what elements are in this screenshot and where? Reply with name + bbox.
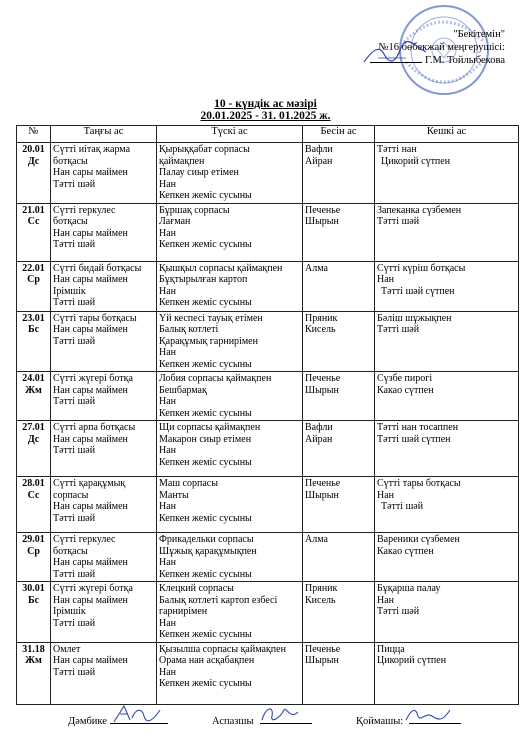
breakfast-cell [51, 582, 157, 643]
dish-item: Алма [305, 262, 328, 274]
dish-item: Айран [305, 433, 333, 445]
dish-item: Нан сары маймен [53, 501, 128, 512]
day-of-week: Сс [27, 216, 40, 227]
dish-item: Нан сары маймен [53, 594, 128, 606]
dish-item: Қызылша сорпасы қаймақпен [159, 643, 286, 655]
day-cell [17, 372, 51, 421]
dish-item: Сүтті қарақұмық [53, 478, 126, 489]
day-date: 22.01 [22, 262, 45, 274]
day-of-week: Дс [27, 433, 40, 445]
breakfast-cell [51, 143, 157, 204]
dish-item: Сүтті геркулес [53, 204, 116, 216]
dish-item: Үй кеспесі тауық етімен [159, 312, 263, 324]
day-of-week: Бс [27, 594, 40, 606]
dish-item: Бешбармақ [159, 384, 207, 396]
dish-item: Нан сары маймен [53, 227, 128, 239]
dish-item: Тәтті шәй [53, 239, 96, 250]
day-date: 24.01 [22, 373, 45, 384]
dish-item: қаймақпен [159, 155, 205, 167]
day-cell [17, 311, 51, 372]
breakfast-cell [51, 203, 157, 261]
dish-item: Бұқтырылған картоп [159, 274, 248, 285]
dish-item: Кепкен жеміс сусыны [159, 239, 252, 250]
day-cell [17, 582, 51, 643]
dinner-cell [375, 143, 519, 204]
lunch-cell [157, 582, 303, 643]
menu-day-row [17, 311, 519, 372]
dish-item: Сүтті күріш ботқасы [377, 262, 466, 274]
dish-item: Нан [377, 274, 395, 285]
dish-item: Какао сүтпен [377, 545, 434, 557]
dish-item: Сүтті жүгері ботқа [53, 373, 133, 384]
dish-item: Запеканка сүзбемен [377, 204, 462, 216]
day-of-week: Жм [25, 655, 42, 666]
dish-item: Сүтті арпа ботқасы [53, 422, 136, 433]
dish-item: Нан сары маймен [53, 433, 128, 445]
dish-item: Манты [159, 489, 189, 501]
dish-item: Фрикадельки сорпасы [159, 534, 254, 545]
dish-item: Вареники сүзбемен [377, 534, 460, 545]
dish-item: Алма [305, 534, 328, 545]
dish-item: Тәтті шәй [377, 324, 420, 335]
menu-title [0, 98, 531, 122]
lunch-cell [157, 372, 303, 421]
dish-item: Тәтті нан [377, 144, 417, 155]
dish-item: Тәтті шәй сүтпен [381, 285, 455, 297]
dish-item: Тәтті шәй [53, 396, 96, 407]
dish-item: Какао сүтпен [377, 384, 434, 396]
day-date: 28.01 [22, 478, 45, 489]
dish-item: Сүтті тары ботқасы [53, 312, 137, 324]
dish-item: Сүтті бидай ботқасы [53, 262, 142, 274]
dish-item: Орама нан асқабақпен [159, 655, 255, 666]
dish-item: Цикорий сүтпен [377, 655, 447, 666]
dish-item: ботқасы [53, 216, 88, 227]
day-cell [17, 261, 51, 311]
menu-day-row [17, 533, 519, 582]
dish-item: Балық котлеті [159, 324, 219, 335]
breakfast-cell [51, 311, 157, 372]
menu-day-row [17, 203, 519, 261]
snack-cell [303, 421, 375, 477]
dish-item: Пряник [305, 583, 338, 594]
dish-item: Тәтті шәй [53, 617, 96, 629]
lunch-cell [157, 477, 303, 533]
day-cell [17, 203, 51, 261]
menu-day-row [17, 642, 519, 704]
header-dinner: Кешкі ас [375, 126, 519, 143]
dish-item: Тәтті шәй сүтпен [377, 433, 451, 445]
snack-cell [303, 642, 375, 704]
cook-sign-mark [258, 702, 302, 726]
menu-title-line: 10 - күндік ас мәзірі [214, 98, 317, 110]
day-date: 29.01 [22, 534, 45, 545]
dish-item: Бұршақ сорпасы [159, 204, 230, 216]
snack-cell [303, 533, 375, 582]
dish-item: Омлет [53, 643, 81, 655]
dish-item: Кепкен жеміс сусыны [159, 407, 252, 419]
dish-item: Нан [159, 666, 177, 678]
dinner-cell [375, 372, 519, 421]
lunch-cell [157, 143, 303, 204]
dish-item: Нан [159, 445, 177, 456]
menu-day-row [17, 372, 519, 421]
dish-item: Макарон сиыр етімен [159, 433, 252, 445]
snack-cell [303, 477, 375, 533]
dinner-cell [375, 477, 519, 533]
approval-name: Г.М. Тойлыбекова [335, 54, 505, 67]
dish-item: Нан сары маймен [53, 274, 128, 285]
day-date: 20.01 [22, 144, 45, 155]
approval-position: №16 бөбекжай меңгерушісі: [378, 42, 505, 53]
lunch-cell [157, 261, 303, 311]
dinner-cell [375, 311, 519, 372]
dish-item: Щи сорпасы қаймақпен [159, 422, 261, 433]
dinner-cell [375, 533, 519, 582]
dinner-cell [375, 642, 519, 704]
dish-item: гарнирімен [159, 606, 208, 617]
breakfast-cell [51, 642, 157, 704]
lunch-cell [157, 311, 303, 372]
dish-item: Тәтті шәй [53, 297, 96, 308]
dish-item: Тәтті шәй [377, 606, 420, 617]
lunch-cell [157, 642, 303, 704]
menu-period: 20.01.2025 - 31. 01.2025 ж. [200, 110, 331, 122]
day-date: 30.01 [22, 583, 45, 594]
day-of-week: Ср [27, 545, 40, 557]
dish-item: Пряник [305, 312, 338, 324]
header-snack: Бесін ас [303, 126, 375, 143]
dish-item: Шырын [305, 489, 339, 501]
dish-item: Нан [159, 285, 177, 297]
dish-item: Сүзбе пирогі [377, 373, 433, 384]
dish-item: Ірімшік [53, 285, 86, 297]
dish-item: Кисель [305, 594, 336, 606]
dish-item: Кисель [305, 324, 336, 335]
dish-item: Маш сорпасы [159, 478, 218, 489]
dish-item: Нан сары маймен [53, 167, 128, 178]
dish-item: ботқасы [53, 155, 88, 167]
dish-item: Кепкен жеміс сусыны [159, 297, 252, 308]
signatures-footer [0, 708, 531, 738]
snack-cell [303, 311, 375, 372]
day-of-week: Сс [27, 489, 40, 501]
lunch-cell [157, 203, 303, 261]
day-cell [17, 421, 51, 477]
dish-item: Тәтті шәй [381, 501, 424, 512]
dish-item: Тәтті шәй [53, 666, 96, 678]
day-of-week: Жм [25, 384, 42, 396]
dish-item: Нан [159, 178, 177, 190]
dish-item: сорпасы [53, 489, 89, 501]
breakfast-cell [51, 533, 157, 582]
menu-day-row [17, 477, 519, 533]
snack-cell [303, 203, 375, 261]
dish-item: Нан [377, 489, 395, 501]
breakfast-cell [51, 477, 157, 533]
dietitian-sign-mark [112, 702, 162, 726]
menu-day-row [17, 582, 519, 643]
breakfast-cell [51, 372, 157, 421]
dish-item: Кепкен жеміс сусыны [159, 190, 252, 201]
dish-item: ботқасы [53, 545, 88, 557]
dish-item: Қарақұмық гарнирімен [159, 335, 258, 347]
day-date: 21.01 [22, 204, 45, 216]
storekeeper-sign-mark [404, 704, 452, 726]
dish-item: Сүтті жүгері ботқа [53, 583, 133, 594]
dish-item: Шырын [305, 655, 339, 666]
header-number: № [17, 126, 51, 143]
dish-item: Кепкен жеміс сусыны [159, 678, 252, 689]
menu-table [16, 125, 519, 705]
dish-item: Бұқарша палау [377, 583, 441, 594]
dish-item: Нан [159, 501, 177, 512]
dish-item: Нан сары маймен [53, 384, 128, 396]
day-of-week: Дс [27, 155, 40, 167]
dish-item: Лобия сорпасы қаймақпен [159, 373, 272, 384]
storekeeper-label: Қоймашы: [356, 716, 404, 727]
menu-day-row [17, 143, 519, 204]
dish-item: Лағман [159, 216, 191, 227]
dish-item: Кепкен жеміс сусыны [159, 456, 252, 468]
day-date: 27.01 [22, 422, 45, 433]
dish-item: Тәтті шәй [53, 178, 96, 190]
dish-item: Печенье [305, 373, 341, 384]
day-of-week: Бс [27, 324, 40, 335]
dish-item: Нан [159, 227, 177, 239]
dish-item: Сүтті геркулес [53, 534, 116, 545]
dish-item: Вафли [305, 422, 333, 433]
dish-item: Қышқыл сорпасы қаймақпен [159, 262, 283, 274]
snack-cell [303, 582, 375, 643]
dish-item: Кепкен жеміс сусыны [159, 568, 252, 580]
header-lunch: Түскі ас [157, 126, 303, 143]
dish-item: Клецкий сорпасы [159, 583, 234, 594]
dish-item: Палау сиыр етімен [159, 167, 239, 178]
dish-item: Печенье [305, 643, 341, 655]
dinner-cell [375, 203, 519, 261]
menu-day-row [17, 421, 519, 477]
dinner-cell [375, 582, 519, 643]
breakfast-cell [51, 421, 157, 477]
dish-item: Шұжық қарақұмықпен [159, 545, 257, 557]
day-cell [17, 477, 51, 533]
day-cell [17, 143, 51, 204]
dish-item: Кепкен жеміс сусыны [159, 629, 252, 640]
header-row [17, 126, 519, 143]
lunch-cell [157, 421, 303, 477]
dish-item: Нан [159, 396, 177, 407]
dish-item: Пицца [377, 643, 405, 655]
dish-item: Тәтті нан тосаппен [377, 422, 459, 433]
dish-item: Нан сары маймен [53, 324, 128, 335]
dinner-cell [375, 421, 519, 477]
dish-item: Айран [305, 155, 333, 167]
dinner-cell [375, 261, 519, 311]
dish-item: Тәтті шәй [53, 512, 96, 524]
dish-item: Вафли [305, 144, 333, 155]
dish-item: Шырын [305, 384, 339, 396]
snack-cell [303, 261, 375, 311]
day-cell [17, 533, 51, 582]
dish-item: Бәліш шұжықпен [377, 312, 452, 324]
dish-item: Нан сары маймен [53, 655, 128, 666]
dish-item: Балық котлеті картоп езбесі [159, 594, 278, 606]
dish-item: Нан [159, 557, 177, 568]
dietitian-label: Дәмбике [68, 716, 107, 727]
dish-item: Кепкен жеміс сусыны [159, 512, 252, 524]
dish-item: Сүтті тары ботқасы [377, 478, 461, 489]
dish-item: Тәтті шәй [53, 445, 96, 456]
header-breakfast: Таңғы ас [51, 126, 157, 143]
snack-cell [303, 143, 375, 204]
dish-item: Қырыққабат сорпасы [159, 144, 250, 155]
menu-day-row [17, 261, 519, 311]
dish-item: Нан [377, 594, 395, 606]
approval-heading: "Бекітемін" [453, 29, 505, 40]
day-of-week: Ср [27, 274, 40, 285]
dish-item: Нан сары маймен [53, 557, 128, 568]
dish-item: Шырын [305, 216, 339, 227]
approval-signature [360, 40, 430, 68]
dish-item: Цикорий сүтпен [381, 155, 451, 167]
dish-item: Тәтті шәй [53, 335, 96, 347]
dish-item: Нан [159, 617, 177, 629]
dish-item: Сүтті иітақ жарма [53, 144, 131, 155]
day-date: 31.18 [22, 643, 45, 655]
dish-item: Кепкен жеміс сусыны [159, 358, 252, 370]
dish-item: Тәтті шәй [377, 216, 420, 227]
dish-item: Печенье [305, 478, 341, 489]
lunch-cell [157, 533, 303, 582]
dish-item: Тәтті шәй [53, 568, 96, 580]
breakfast-cell [51, 261, 157, 311]
cook-label: Аспазшы [212, 716, 254, 727]
dish-item: Ірімшік [53, 606, 86, 617]
snack-cell [303, 372, 375, 421]
dish-item: Печенье [305, 204, 341, 216]
day-cell [17, 642, 51, 704]
day-date: 23.01 [22, 312, 45, 324]
dish-item: Нан [159, 347, 177, 358]
